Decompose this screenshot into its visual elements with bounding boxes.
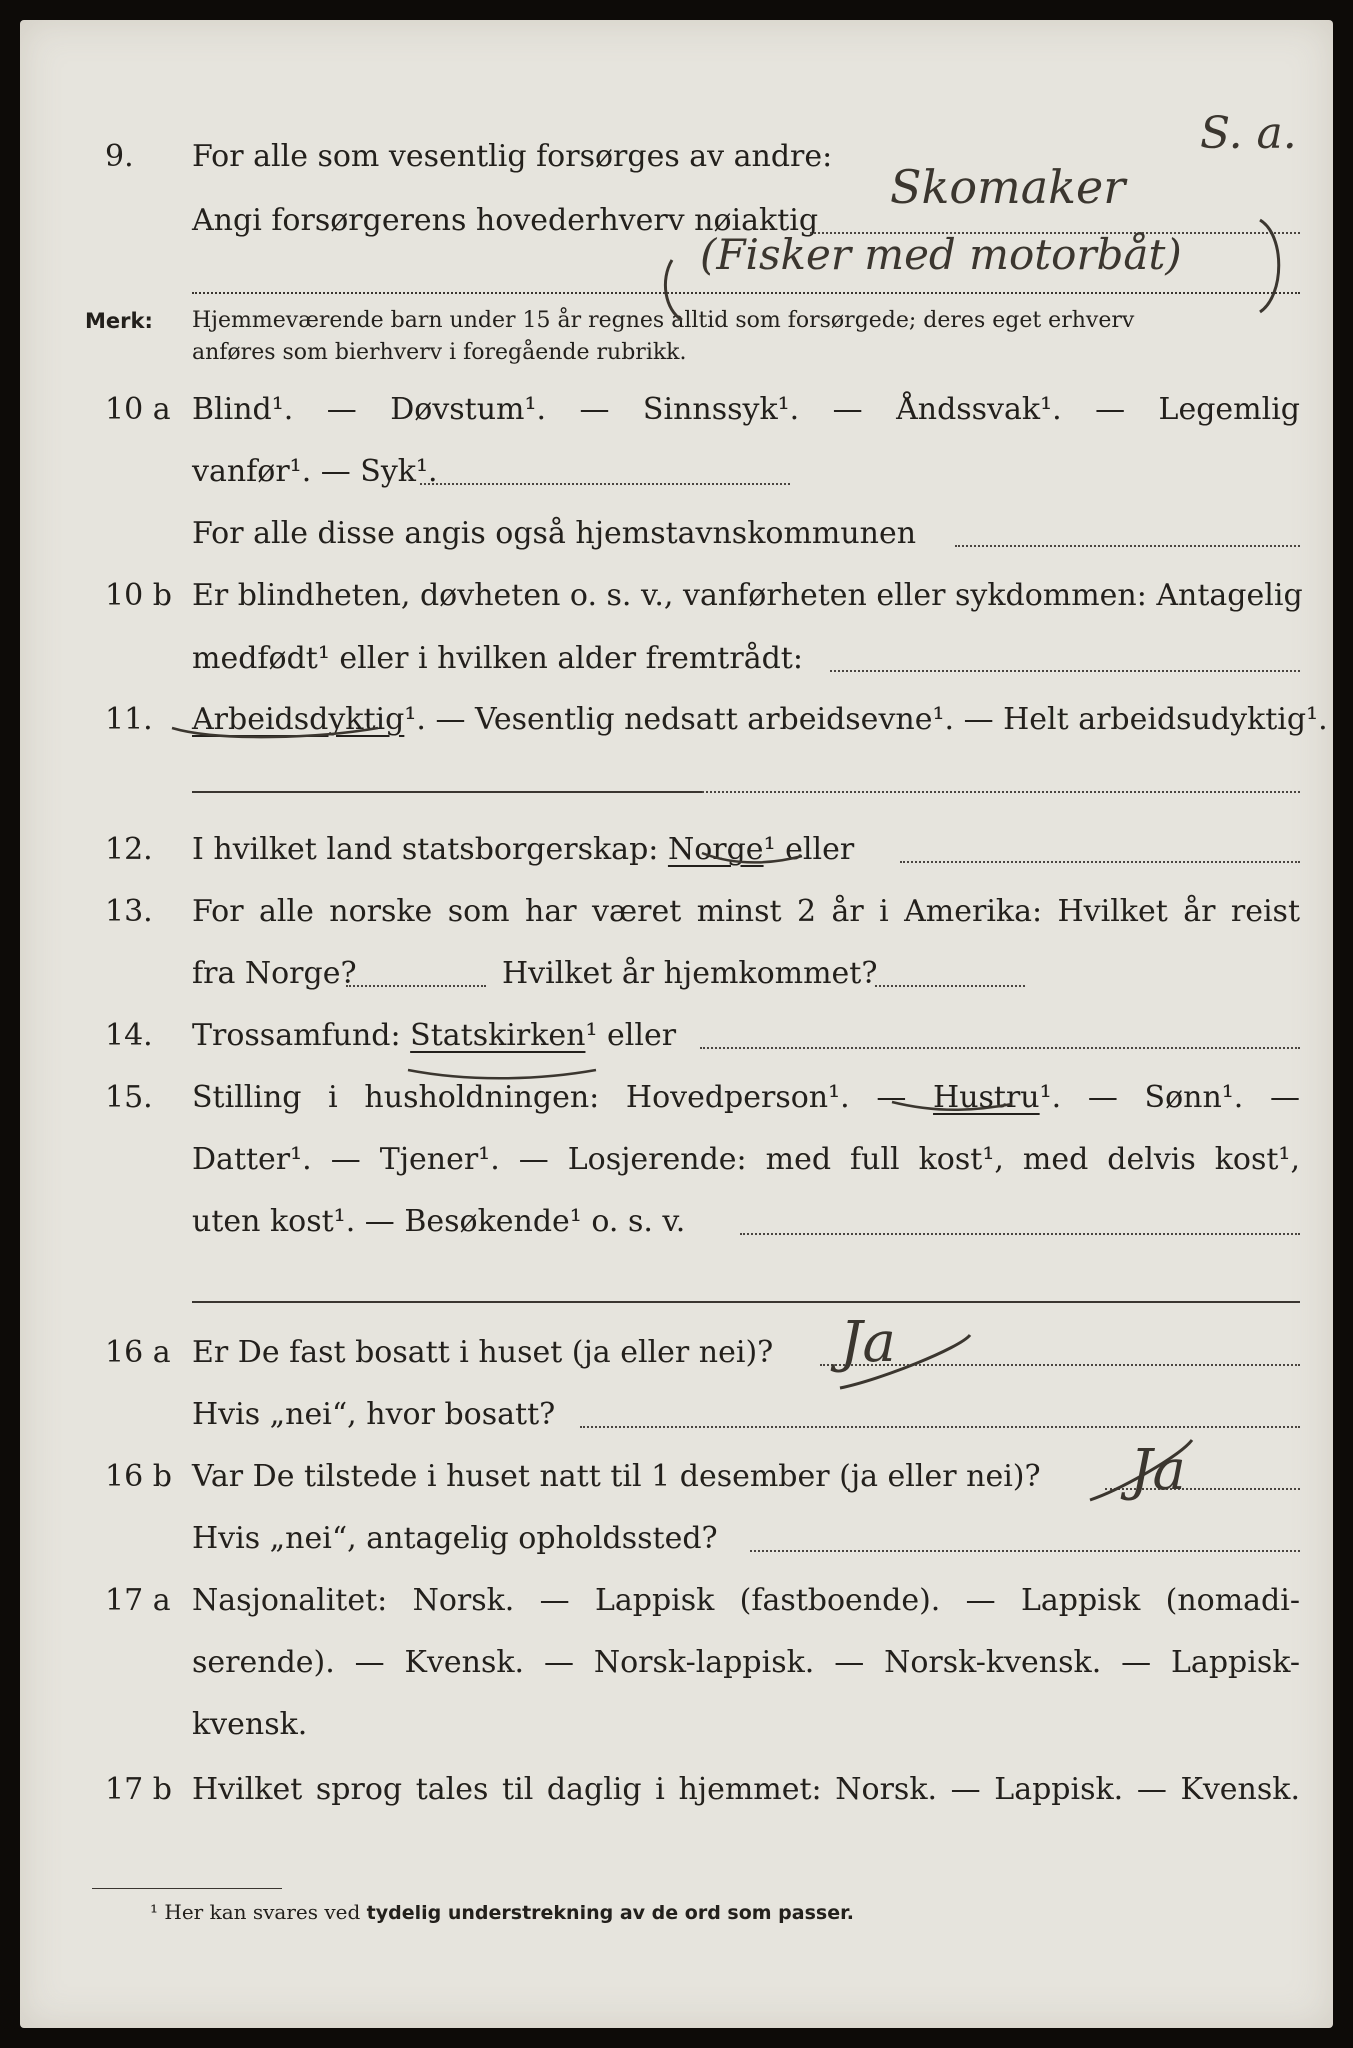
q16b-handwritten-answer: Ja <box>1130 1438 1186 1503</box>
q15-text-3: uten kost¹. — Besøkende¹ o. s. v. <box>192 1204 686 1239</box>
q12-number: 12. <box>105 832 153 867</box>
footnote-text: Her kan svares ved <box>164 1900 361 1924</box>
q13-hjemkommet-line[interactable] <box>875 985 1025 987</box>
q17a-text-3: kvensk. <box>192 1707 308 1742</box>
merk-text-1: Hjemmeværende barn under 15 år regnes alltid som forsørgede; deres eget erhverv <box>192 308 1135 333</box>
q16b-text-1: Var De tilstede i huset natt til 1 desember (ja eller nei)? <box>192 1459 1041 1494</box>
q15-post: ¹. — Sønn¹. — <box>1039 1080 1300 1115</box>
q15-text-2: Datter¹. — Tjener¹. — Losjerende: med full kost¹, med delvis kost¹, <box>192 1142 1300 1177</box>
census-form-page <box>20 20 1333 2028</box>
q16b-text-2: Hvis „nei“, antagelig opholdssted? <box>192 1521 718 1556</box>
q12-text <box>192 830 854 870</box>
q12-answer-line[interactable] <box>900 861 1300 863</box>
q9-text-2: Angi forsørgerens hovederhverv nøiaktig <box>192 203 819 238</box>
q17b-text: Hvilket sprog tales til daglig i hjemmet: Norsk. — Lappisk. — Kvensk. <box>192 1772 1300 1807</box>
merk-text-2: anføres som bierhverv i foregående rubrikk. <box>192 340 687 365</box>
q9-answer-line-2[interactable] <box>192 292 1300 294</box>
footnote-rule <box>92 1888 282 1889</box>
q10a-text-2: vanfør¹. — Syk¹. <box>192 454 438 489</box>
q9-handwritten-answer-1: Skomaker <box>890 160 1126 214</box>
q12-prompt: I hvilket land statsborgerskap: <box>192 832 659 867</box>
q17a-number: 17 a <box>105 1583 171 1618</box>
q11-options-rest: ¹. — Vesentlig nedsatt arbeidsevne¹. — Helt arbeidsudyktig¹. <box>404 702 1328 737</box>
q17a-text-2: serende). — Kvensk. — Norsk-lappisk. — Norsk-kvensk. — Lappisk- <box>192 1645 1300 1680</box>
q10b-answer-line[interactable] <box>830 670 1300 672</box>
q14-answer-line[interactable] <box>700 1047 1300 1049</box>
q12-option-norge[interactable]: Norge <box>667 832 764 867</box>
q11-rule-dotted <box>702 791 1300 793</box>
q10b-text-1: Er blindheten, døvheten o. s. v., vanførheten eller sykdommen: Antagelig <box>192 578 1303 613</box>
q16b-opholdssted-line[interactable] <box>750 1550 1300 1552</box>
footnote-bold-text: tydelig understrekning av de ord som passer. <box>366 1902 854 1924</box>
merk-label: Merk: <box>85 309 153 333</box>
q14-text <box>192 1016 676 1056</box>
q15-answer-line[interactable] <box>740 1233 1300 1235</box>
q11-number: 11. <box>105 702 153 737</box>
footnote-mark: ¹ <box>150 1900 159 1924</box>
q11-text <box>192 700 1328 740</box>
merk-note-line1 <box>85 306 153 337</box>
q14-option-statskirken[interactable]: Statskirken <box>410 1018 586 1053</box>
q9-handwritten-answer-2: (Fisker med motorbåt) <box>700 230 1182 279</box>
q10a-hjemstavn-line[interactable] <box>955 545 1300 547</box>
q15-rule <box>192 1301 1300 1303</box>
q10a-answer-line[interactable] <box>420 483 790 485</box>
q9-text-1: For alle som vesentlig forsørges av andre: <box>192 139 833 174</box>
corner-annotation-mark: S. a. <box>1200 108 1297 159</box>
q10a-text-1: Blind¹. — Døvstum¹. — Sinnssyk¹. — Åndssvak¹. — Legemlig <box>192 392 1300 427</box>
q16a-text-2: Hvis „nei“, hvor bosatt? <box>192 1397 556 1432</box>
q14-prompt: Trossamfund: <box>192 1018 401 1053</box>
q15-text-1 <box>192 1078 1300 1118</box>
q15-option-hustru[interactable]: Hustru <box>933 1080 1040 1115</box>
q11-option-arbeidsdyktig[interactable]: Arbeidsdyktig <box>192 702 405 737</box>
footnote <box>150 1900 854 1924</box>
q13-number: 13. <box>105 894 153 929</box>
q17a-text-1: Nasjonalitet: Norsk. — Lappisk (fastboende). — Lappisk (nomadi- <box>192 1583 1300 1618</box>
q12-post: ¹ eller <box>763 832 855 867</box>
q10b-number: 10 b <box>105 578 172 613</box>
q16a-bosatt-line[interactable] <box>580 1426 1300 1428</box>
q14-number: 14. <box>105 1018 153 1053</box>
q17b-number: 17 b <box>105 1772 172 1807</box>
q15-number: 15. <box>105 1080 153 1115</box>
q10a-number: 10 a <box>105 392 171 427</box>
q16b-number: 16 b <box>105 1459 172 1494</box>
q9-number: 9. <box>105 139 134 174</box>
q16a-text-1: Er De fast bosatt i huset (ja eller nei)? <box>192 1335 774 1370</box>
q10b-text-2: medfødt¹ eller i hvilken alder fremtrådt: <box>192 641 803 676</box>
q11-rule-solid <box>192 791 702 793</box>
q14-post: ¹ eller <box>585 1018 677 1053</box>
q16a-handwritten-answer: Ja <box>840 1310 896 1375</box>
q16a-number: 16 a <box>105 1335 171 1370</box>
q13-reist-line[interactable] <box>346 985 486 987</box>
q13-text-2b: Hvilket år hjemkommet? <box>502 956 878 991</box>
q13-text-2a: fra Norge? <box>192 956 357 991</box>
q13-text-1: For alle norske som har været minst 2 år i Amerika: Hvilket år reist <box>192 894 1300 929</box>
q15-prompt: Stilling i husholdningen: Hovedperson¹. — <box>192 1080 907 1115</box>
q10a-text-3: For alle disse angis også hjemstavnskommunen <box>192 516 917 551</box>
